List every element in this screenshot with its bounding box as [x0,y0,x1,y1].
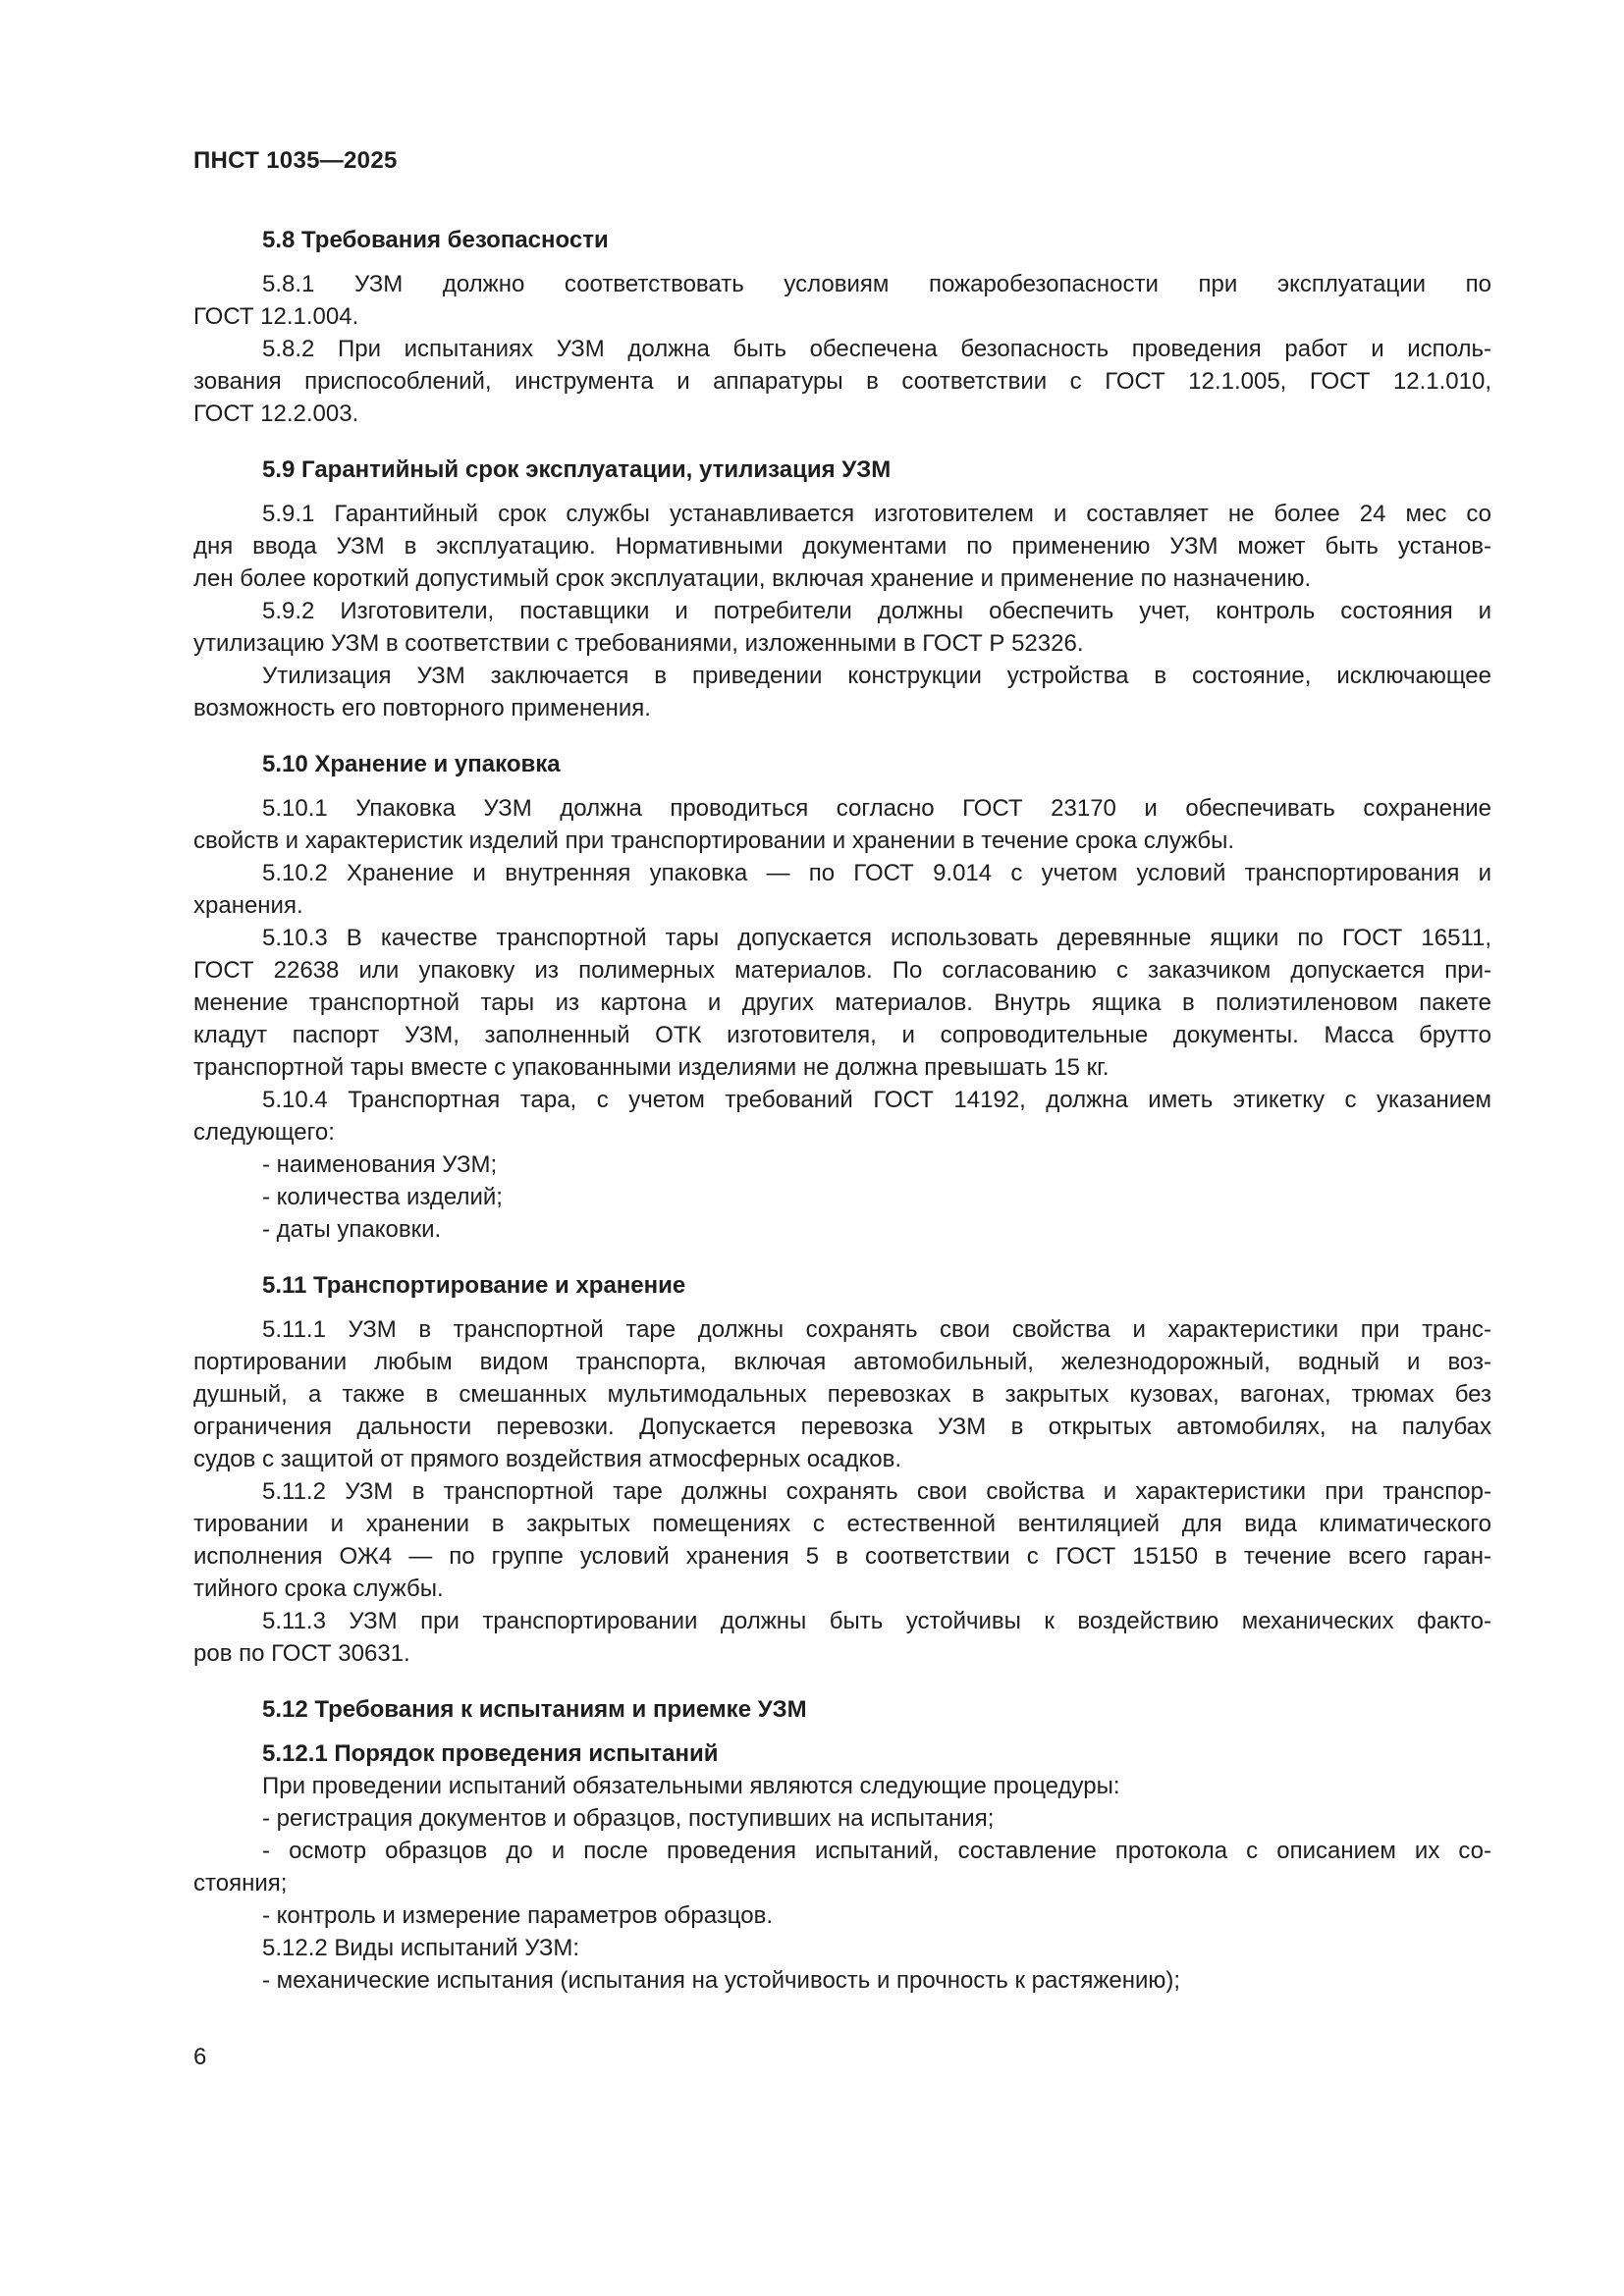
text-line: лен более короткий допустимый срок эксплуатации, включая хранение и применение по назначению. [193,565,1312,592]
paragraph-5-11-2 [193,1475,1491,1605]
text-line: 5.10.1 Упаковка УЗМ должна проводиться согласно ГОСТ 23170 и обеспечивать сохранение [262,795,1491,822]
text-line: транспортной тары вместе с упакованными изделиями не должна превышать 15 кг. [193,1054,1110,1081]
text-line: 5.10.3 В качестве транспортной тары допускается использовать деревянные ящики по ГОСТ 16511, [262,925,1491,951]
text-line: 5.11.2 УЗМ в транспортной таре должны сохранять свои свойства и характеристики при транспор- [262,1478,1491,1505]
text-line: хранения. [193,892,303,919]
text-line: утилизацию УЗМ в соответствии с требованиями, изложенными в ГОСТ Р 52326. [193,630,1084,657]
paragraph-5-12-2: 5.12.2 Виды испытаний УЗМ: [262,1935,580,1961]
text-line: - осмотр образцов до и после проведения испытаний, составление протокола с описанием их со- [262,1838,1491,1864]
text-line: исполнения ОЖ4 — по группе условий хранения 5 в соответствии с ГОСТ 15150 в течение всего гаран- [193,1543,1491,1570]
list-item: - регистрация документов и образцов, поступивших на испытания; [262,1805,995,1832]
text-line: 5.8.1 УЗМ должно соответствовать условиям пожаробезопасности при эксплуатации по [262,271,1491,297]
text-line: 5.10.2 Хранение и внутренняя упаковка — по ГОСТ 9.014 с учетом условий транспортирования и [262,860,1491,886]
text-line: ров по ГОСТ 30631. [193,1640,410,1667]
text-line: тийного срока службы. [193,1575,444,1602]
page-content [193,224,1491,1997]
paragraph-5-10-4 [193,1084,1491,1148]
paragraph-5-11-1 [193,1313,1491,1475]
text-line: следующего: [193,1119,335,1146]
section-heading-5-8: 5.8 Требования безопасности [262,227,609,253]
text-line: судов с защитой от прямого воздействия атмосферных осадков. [193,1446,902,1472]
text-line: кладут паспорт УЗМ, заполненный ОТК изготовителя, и сопроводительные документы. Масса брутто [193,1022,1491,1048]
page-number: 6 [193,2044,207,2070]
text-line: стояния; [193,1870,288,1896]
paragraph-5-8-1 [193,268,1491,333]
paragraph-5-10-3 [193,922,1491,1084]
section-heading-5-9: 5.9 Гарантийный срок эксплуатации, утилизация УЗМ [262,456,892,483]
text-line: свойств и характеристик изделий при транспортировании и хранении в течение срока службы. [193,828,1235,854]
text-line: душный, а также в смешанных мультимодальных перевозках в закрытых кузовах, вагонах, трюмах без [193,1381,1491,1408]
text-line: зования приспособлений, инструмента и аппаратуры в соответствии с ГОСТ 12.1.005, ГОСТ 12.1.010, [193,368,1491,395]
text-line: 5.11.3 УЗМ при транспортировании должны быть устойчивы к воздействию механических факто- [262,1608,1491,1634]
document-id-header: ПНСТ 1035—2025 [193,147,398,174]
text-line: ГОСТ 12.1.004. [193,303,359,330]
paragraph-5-9-1 [193,498,1491,595]
paragraph-5-8-2 [193,333,1491,430]
list-item: - контроль и измерение параметров образцов. [262,1902,774,1929]
text-line: 5.9.2 Изготовители, поставщики и потребители должны обеспечить учет, контроль состояния и [262,598,1491,624]
list-item: - наименования УЗМ; [262,1151,498,1178]
text-line: 5.11.1 УЗМ в транспортной таре должны сохранять свои свойства и характеристики при транс- [262,1316,1491,1343]
section-heading-5-10: 5.10 Хранение и упаковка [262,751,561,777]
text-line: Утилизация УЗМ заключается в приведении конструкции устройства в состояние, исключающее [262,663,1491,689]
text-line: ограничения дальности перевозки. Допускается перевозка УЗМ в открытых автомобилях, на палубах [193,1414,1491,1440]
subsection-heading-5-12-1: 5.12.1 Порядок проведения испытаний [262,1740,719,1767]
text-line: 5.8.2 При испытаниях УЗМ должна быть обеспечена безопасность проведения работ и исполь- [262,336,1491,362]
text-line: портировании любым видом транспорта, включая автомобильный, железнодорожный, водный и воз- [193,1349,1491,1375]
text-line: возможность его повторного применения. [193,695,651,721]
text-line: тировании и хранении в закрытых помещениях с естественной вентиляцией для вида климатического [193,1511,1491,1537]
paragraph-utilization [193,660,1491,724]
list-item: - механические испытания (испытания на устойчивость и прочность к растяжению); [262,1967,1181,1994]
paragraph-procedures-intro: При проведении испытаний обязательными являются следующие процедуры: [262,1773,1120,1799]
text-line: 5.10.4 Транспортная тара, с учетом требований ГОСТ 14192, должна иметь этикетку с указанием [262,1087,1491,1113]
text-line: дня ввода УЗМ в эксплуатацию. Нормативными документами по применению УЗМ может быть установ- [193,533,1491,560]
paragraph-5-11-3 [193,1605,1491,1670]
text-line: 5.9.1 Гарантийный срок службы устанавливается изготовителем и составляет не более 24 мес со [262,501,1491,527]
list-item [193,1835,1491,1899]
section-heading-5-11: 5.11 Транспортирование и хранение [262,1272,686,1299]
paragraph-5-10-2 [193,857,1491,922]
section-heading-5-12: 5.12 Требования к испытаниям и приемке УЗМ [262,1696,807,1723]
list-item: - даты упаковки. [262,1216,442,1243]
paragraph-5-9-2 [193,595,1491,660]
text-line: ГОСТ 22638 или упаковку из полимерных материалов. По согласованию с заказчиком допускается при- [193,957,1491,984]
text-line: менение транспортной тары из картона и других материалов. Внутрь ящика в полиэтиленовом пакете [193,989,1491,1016]
paragraph-5-10-1 [193,792,1491,857]
text-line: ГОСТ 12.2.003. [193,400,359,427]
list-item: - количества изделий; [262,1184,503,1210]
